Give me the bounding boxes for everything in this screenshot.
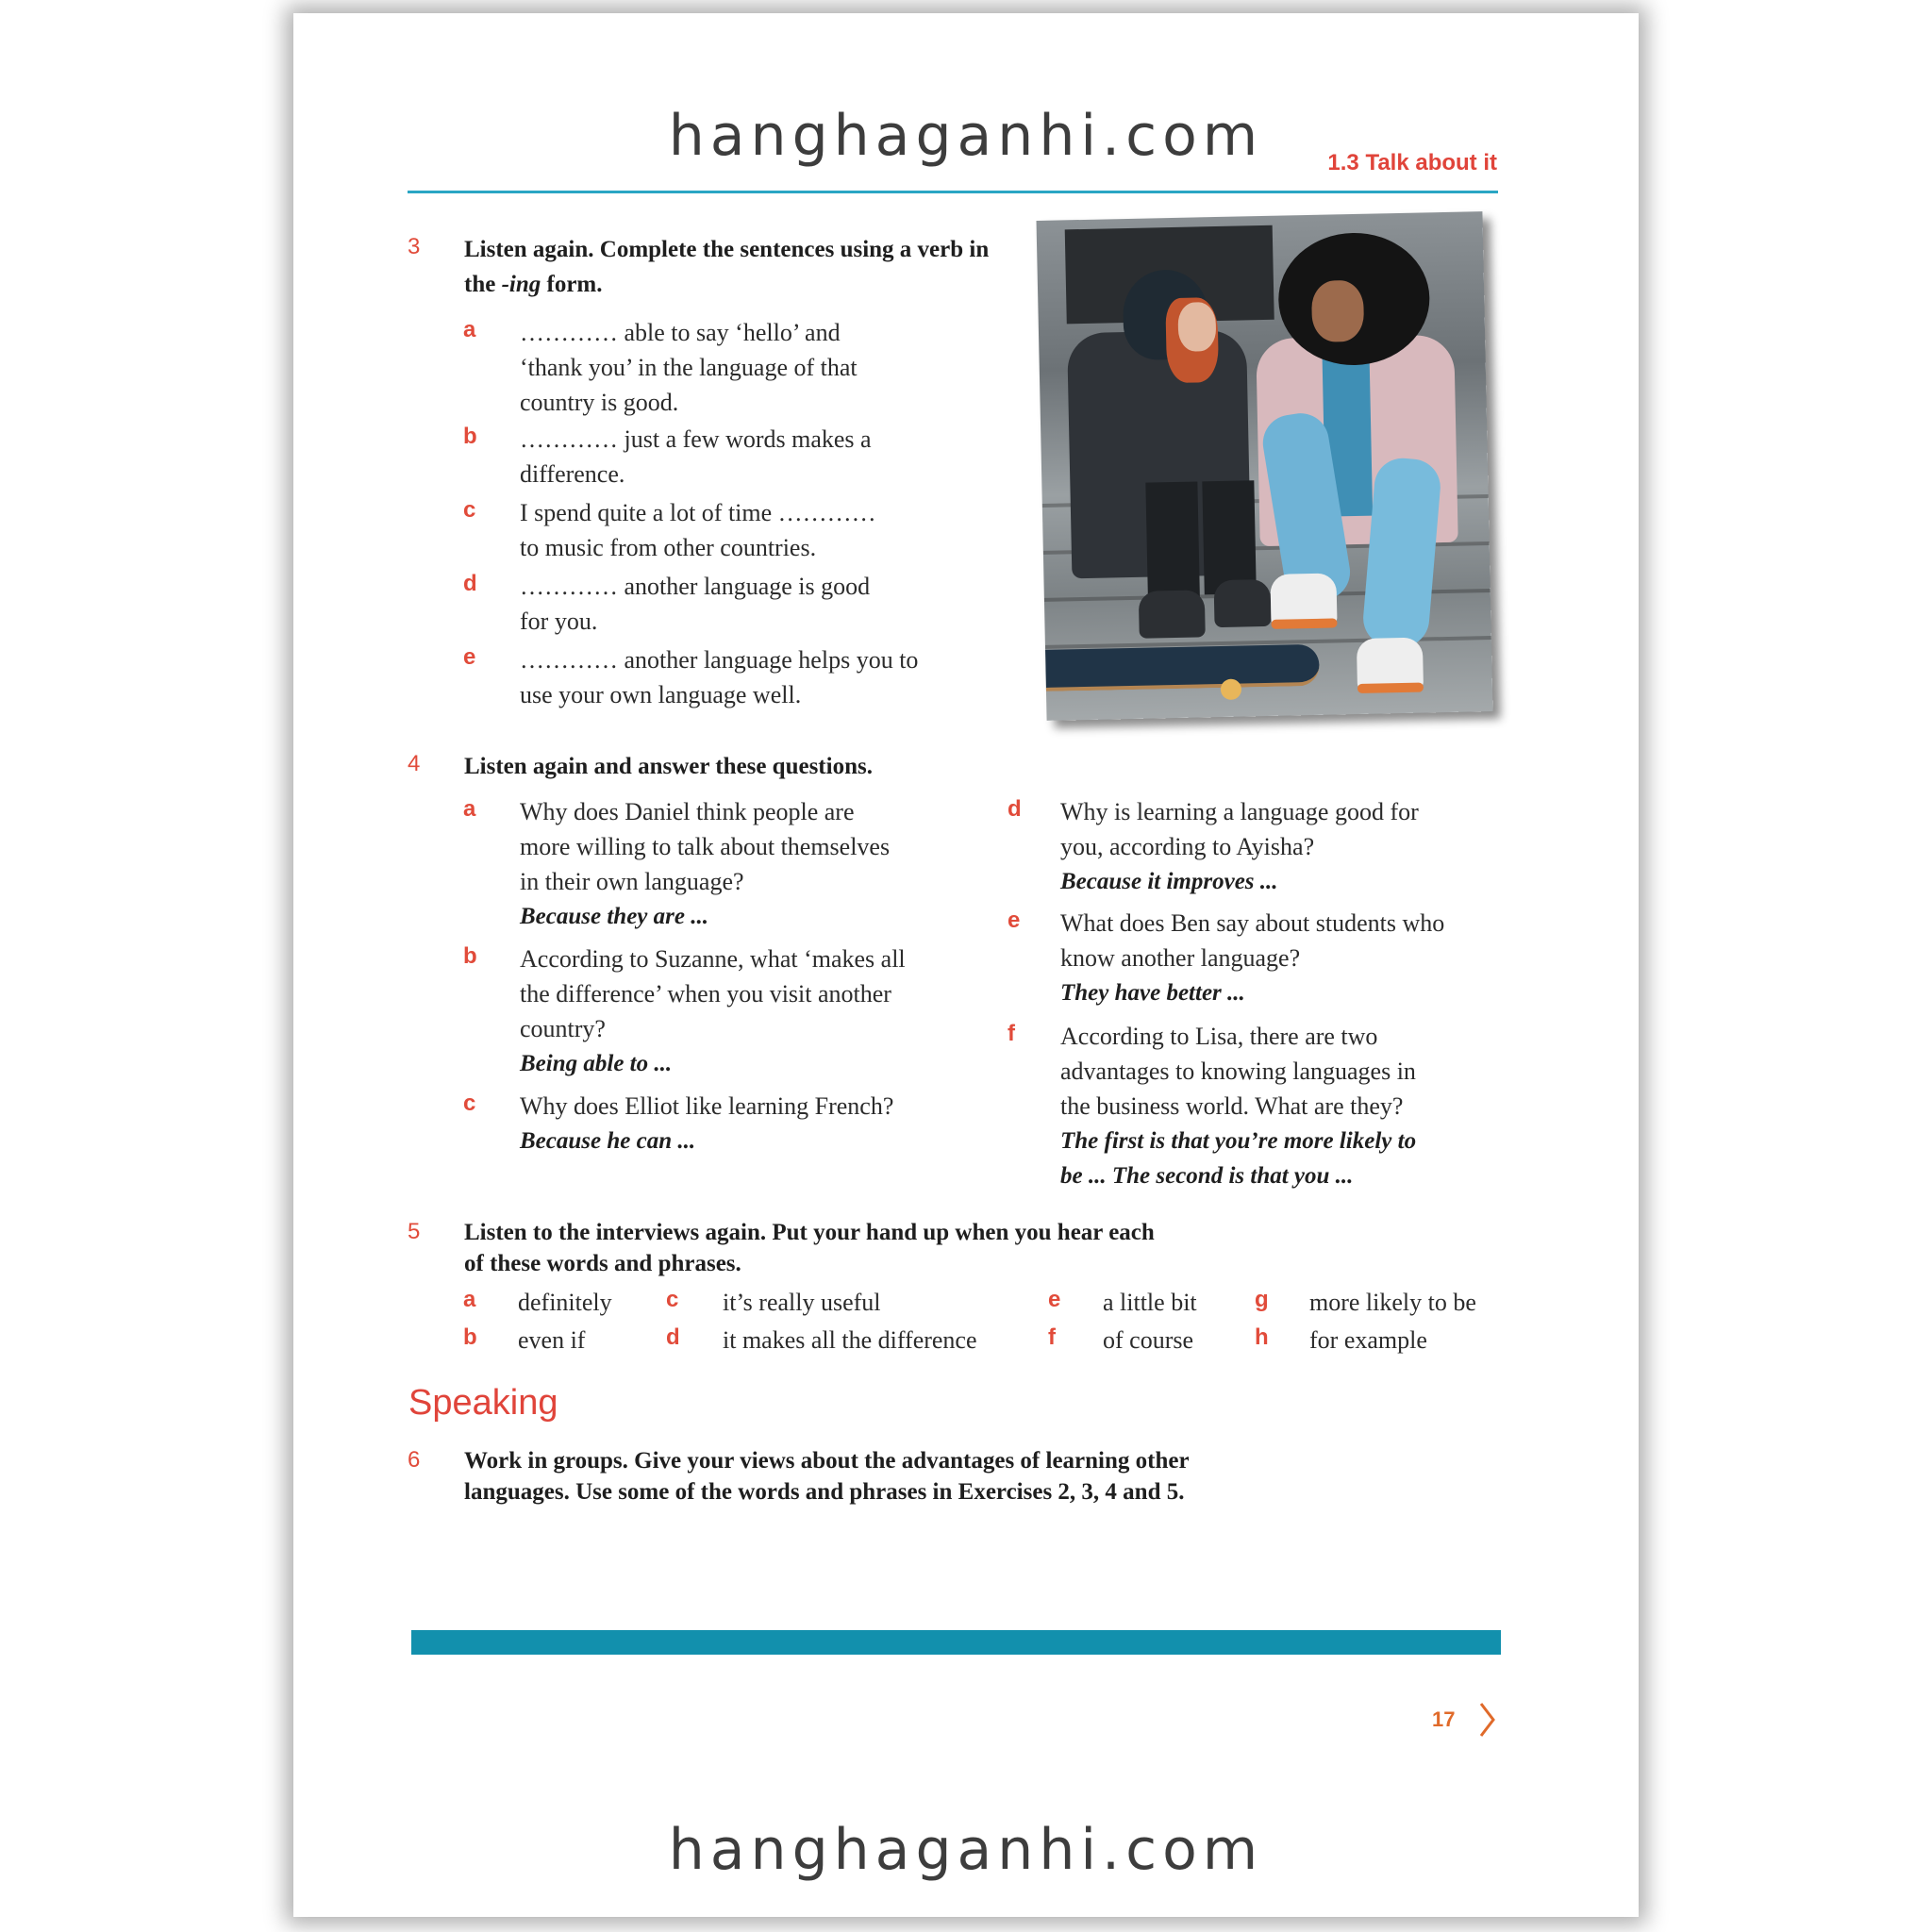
page-number: 17 bbox=[1432, 1707, 1456, 1731]
photo-two-girls-on-steps bbox=[1037, 211, 1493, 721]
exercise-number: 3 bbox=[408, 234, 421, 259]
answer-prompt: Because he can ... bbox=[520, 1128, 696, 1154]
header-rule bbox=[408, 191, 1498, 193]
line: ………… able to say ‘hello’ and bbox=[520, 319, 841, 346]
textbook-page: hanghaganhi.com 1.3 Talk about it 3 Listen again. Complete the sentences using a verb in the -ing form. a ………… able to say ‘hello’ and ‘thank you’ in the language of that country is good. b ………… just a few words makes a difference. c I spend quite a lot of time ………… to music from other countries. d ………… another language is good for you. e ………… another language helps you to use your own language well. 4 Listen again and answer these questions. a Why does Daniel think people are more willing to talk about themselves in their own language? Because they are ... b According to Suzanne, what ‘makes all the difference’ when you visit another country? Being able to ... c Why does Elliot like learning French? Because he can ... d Why is learning a language good for you, according to Ayisha? Because it improves ... e What does Ben say about students who know another language? They have better ... f According to Lisa, there are two advantages to knowing languages in the business world. What are they? The first is that you’re more likely to be ... The second is that you ... 5 Listen to the interviews again. Put your hand up when you hear each of these words and phrases. a definitely b even if c it’s really useful d it makes all the difference e a little bit f of course g more likely to be h for example Speaking 6 Work in groups. Give your views about the advantages of learning other languages. Use some of the words and phrases in Exercises 2, 3, 4 and 5. 17 hanghaganhi.com bbox=[293, 13, 1639, 1917]
footer-bar bbox=[411, 1630, 1501, 1655]
answer-prompt: Because it improves ... bbox=[1060, 869, 1278, 894]
answer-prompt: They have better ... bbox=[1060, 980, 1245, 1006]
line: ………… another language helps you to bbox=[520, 646, 919, 674]
exercise-instruction: Work in groups. Give your views about the advantages of learning other languages. Use some of the words and phrases in Exercises 2, 3, 4 and 5. bbox=[464, 1448, 1190, 1505]
exercise-number: 4 bbox=[408, 751, 421, 776]
exercise-number: 6 bbox=[408, 1447, 421, 1473]
section-title: 1.3 Talk about it bbox=[1327, 150, 1497, 175]
exercise-instruction: Listen to the interviews again. Put your hand up when you hear each of these words and phrases. bbox=[464, 1220, 1155, 1276]
answer-prompt: The first is that you’re more likely to bbox=[1060, 1128, 1417, 1154]
watermark-top: hanghaganhi.com bbox=[668, 103, 1264, 169]
exercise-instruction: Listen again and answer these questions. bbox=[464, 754, 873, 779]
exercise-number: 5 bbox=[408, 1219, 421, 1244]
line: use your own language well. bbox=[520, 681, 802, 708]
line: country is good. bbox=[520, 389, 679, 416]
line: ………… another language is good bbox=[520, 573, 871, 600]
answer-prompt: be ... The second is that you ... bbox=[1060, 1163, 1354, 1189]
exercise-instruction: Listen again. Complete the sentences using a verb in the -ing form. bbox=[464, 237, 990, 297]
line: to music from other countries. bbox=[520, 534, 817, 561]
watermark-bottom: hanghaganhi.com bbox=[668, 1817, 1264, 1883]
line: ………… just a few words makes a bbox=[520, 425, 872, 453]
line: I spend quite a lot of time ………… bbox=[520, 499, 876, 526]
line: ‘thank you’ in the language of that bbox=[520, 354, 858, 381]
answer-prompt: Because they are ... bbox=[520, 904, 708, 929]
chevron-right-icon[interactable] bbox=[1478, 1701, 1497, 1743]
answer-prompt: Being able to ... bbox=[520, 1051, 673, 1076]
line: for you. bbox=[520, 608, 598, 635]
speaking-heading: Speaking bbox=[408, 1383, 558, 1423]
line: difference. bbox=[520, 460, 625, 488]
